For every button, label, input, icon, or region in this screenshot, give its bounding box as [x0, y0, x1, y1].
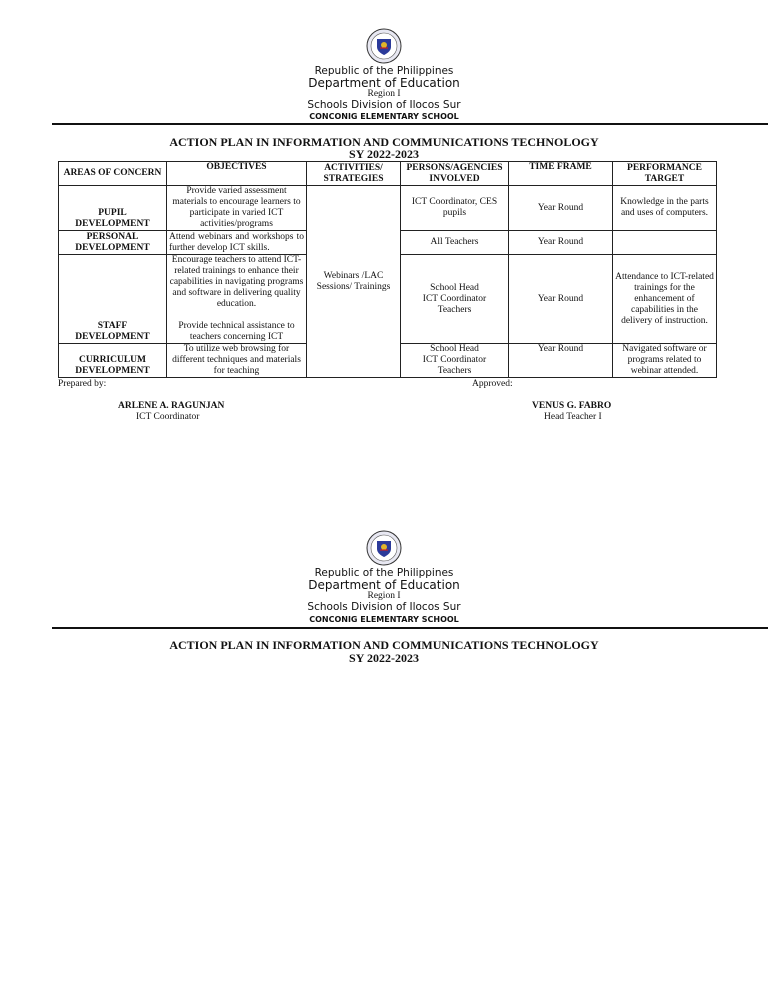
action-plan-table: [58, 161, 717, 378]
prepared-name: ARLENE A. RAGUNJAN: [118, 401, 225, 411]
time-curriculum: Year Round: [509, 344, 613, 378]
deped-seal-icon: [366, 530, 402, 566]
target-curriculum: Navigated software or programs related to webinar attended.: [613, 344, 717, 378]
header-persons: PERSONS/AGENCIES INVOLVED: [401, 162, 509, 186]
header-republic-2: Republic of the Philippines: [314, 567, 454, 579]
objective-pupil: Provide varied assessment materials to encourage learners to participate in varied ICT activities/programs: [167, 186, 307, 231]
header-divider-2: [52, 627, 768, 629]
table-header-row: [59, 162, 717, 186]
school-year: SY 2022-2023: [349, 147, 419, 161]
persons-personal: All Teachers: [401, 231, 509, 255]
header-department: Department of Education: [308, 76, 460, 90]
objective-personal: Attend webinars and workshops to further develop ICT skills.: [167, 231, 307, 255]
header-time: TIME FRAME: [509, 162, 613, 186]
persons-staff: [401, 255, 509, 344]
persons-curriculum-3: Teachers: [437, 366, 472, 376]
activities-cell: Webinars /LAC Sessions/ Trainings: [307, 186, 401, 378]
persons-curriculum-1: School Head: [430, 344, 479, 354]
area-staff: STAFF DEVELOPMENT: [59, 255, 167, 344]
area-curriculum: CURRICULUM DEVELOPMENT: [59, 344, 167, 378]
header-region-2: Region I: [367, 591, 401, 601]
deped-seal-icon: [366, 28, 402, 64]
time-pupil: Year Round: [509, 186, 613, 231]
persons-curriculum-2: ICT Coordinator: [422, 355, 487, 365]
header-republic: Republic of the Philippines: [314, 65, 454, 77]
objective-curriculum: To utilize web browsing for different techniques and materials for teaching: [167, 344, 307, 378]
approved-label: Approved:: [472, 379, 513, 389]
header-school-2: CONCONIG ELEMENTARY SCHOOL: [309, 615, 459, 624]
approved-name: VENUS G. FABRO: [532, 401, 612, 411]
area-personal: PERSONAL DEVELOPMENT: [59, 231, 167, 255]
header-target: PERFORMANCE TARGET: [613, 162, 717, 186]
time-personal: Year Round: [509, 231, 613, 255]
header-divider: [52, 123, 768, 125]
objective-staff-2: Provide technical assistance to teachers concerning ICT: [178, 321, 295, 342]
header-department-2: Department of Education: [308, 578, 460, 592]
header-school: CONCONIG ELEMENTARY SCHOOL: [309, 112, 459, 121]
header-areas: AREAS OF CONCERN: [59, 162, 167, 186]
approved-title: Head Teacher I: [544, 412, 602, 422]
persons-staff-2: ICT Coordinator: [422, 293, 487, 304]
target-personal: [613, 231, 717, 255]
persons-pupil: ICT Coordinator, CES pupils: [401, 186, 509, 231]
prepared-title: ICT Coordinator: [136, 412, 200, 422]
header-objectives: OBJECTIVES: [167, 162, 307, 186]
header-division-2: Schools Division of Ilocos Sur: [307, 601, 461, 613]
target-pupil: Knowledge in the parts and uses of computers.: [613, 186, 717, 231]
area-pupil: PUPIL DEVELOPMENT: [59, 186, 167, 231]
school-year-2: SY 2022-2023: [349, 651, 419, 665]
prepared-label: Prepared by:: [58, 379, 107, 389]
table-row-pupil: [59, 186, 717, 231]
time-staff: Year Round: [509, 255, 613, 344]
persons-staff-1: School Head: [430, 282, 479, 293]
persons-staff-3: Teachers: [437, 304, 472, 315]
header-region: Region I: [367, 89, 401, 99]
header-activities: ACTIVITIES/ STRATEGIES: [307, 162, 401, 186]
page-title-2: ACTION PLAN IN INFORMATION AND COMMUNICATIONS TECHNOLOGY: [169, 638, 599, 652]
header-division: Schools Division of Ilocos Sur: [307, 99, 461, 111]
target-staff: Attendance to ICT-related trainings for the enhancement of capabilities in the delivery of instruction.: [613, 255, 717, 344]
objective-staff-1: Encourage teachers to attend ICT-related trainings to enhance their capabilities in navigating programs and software in delivering quality education.: [169, 255, 304, 309]
objective-staff: [167, 255, 307, 344]
persons-curriculum: [401, 344, 509, 378]
page-title: ACTION PLAN IN INFORMATION AND COMMUNICATIONS TECHNOLOGY: [169, 135, 599, 149]
